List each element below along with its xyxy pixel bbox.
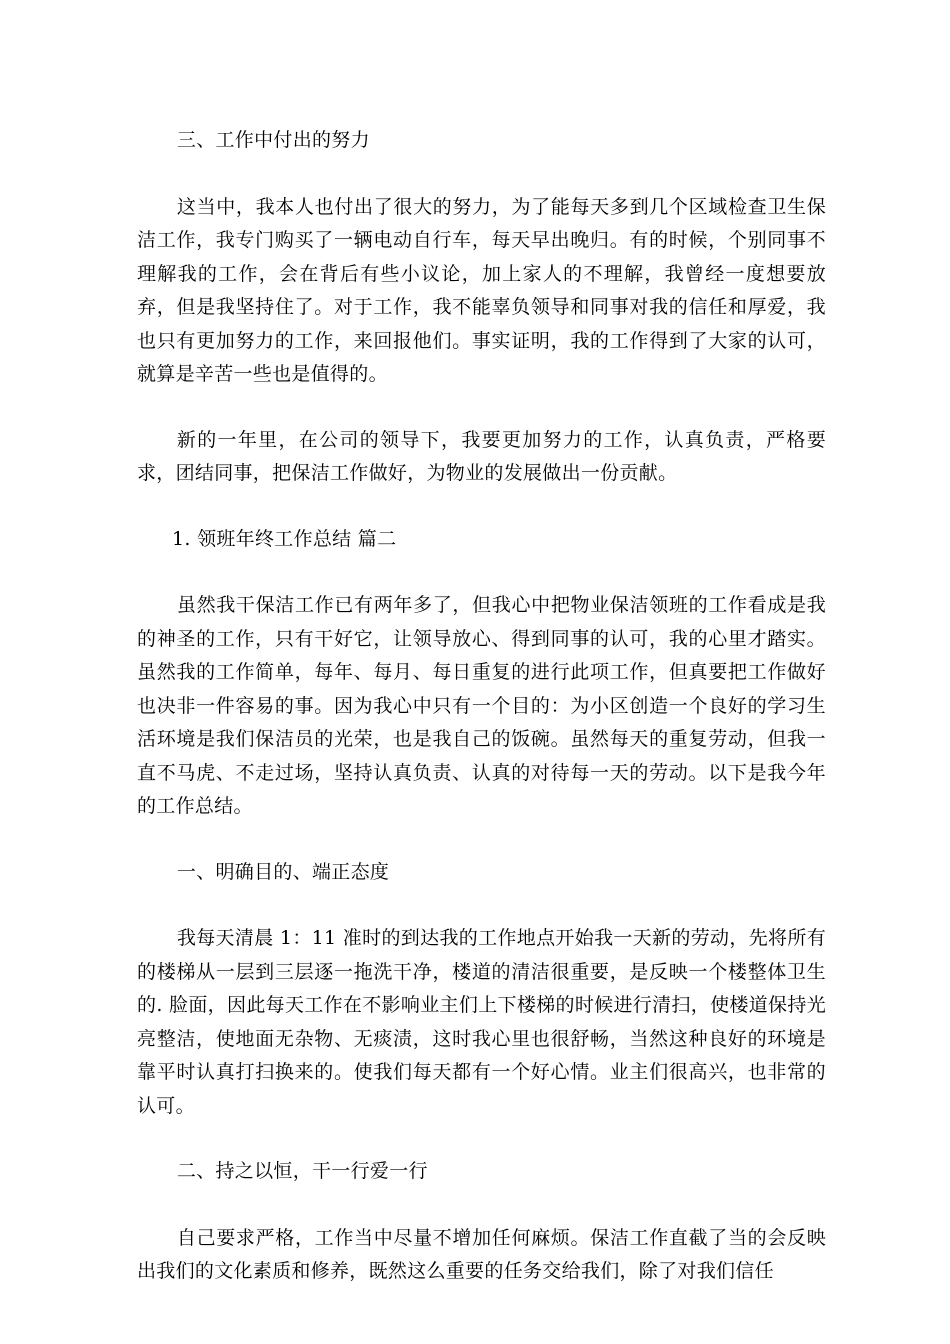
- article-two-title: 1. 领班年终工作总结 篇二: [172, 527, 397, 550]
- section-two-paragraph: 自己要求严格，工作当中尽量不增加任何麻烦。保洁工作直截了当的会反映出我们的文化素质和修养，既然这么重要的任务交给我们，除了对我们信任: [137, 1226, 826, 1282]
- section-three-paragraph-2: 新的一年里，在公司的领导下，我要更加努力的工作，认真负责，严格要求，团结同事，把保洁工作做好，为物业的发展做出一份贡献。: [137, 428, 826, 484]
- section-one-paragraph: 我每天清晨 1：11 准时的到达我的工作地点开始我一天新的劳动，先将所有的楼梯从一层到三层逐一拖洗干净，楼道的清洁很重要，是反映一个楼整体卫生的. 脸面，因此每天工作在不影响业主们上下楼梯的时候进行清扫，使楼道保持光亮整洁，使地面无杂物、无痰渍，这时我心里也很舒畅，当然这种良好的环境是靠平时认真打扫换来的。使我们每天都有一个好心情。业主们很高兴，也非常的认可。: [137, 927, 826, 1117]
- section-two-heading: 二、持之以恒，干一行爱一行: [176, 1160, 428, 1182]
- section-three-heading: 三、工作中付出的努力: [176, 129, 370, 151]
- section-one-heading: 一、明确目的、端正态度: [176, 860, 390, 883]
- section-three-paragraph-1: 这当中，我本人也付出了很大的努力，为了能每天多到几个区域检查卫生保洁工作，我专门购买了一辆电动自行车，每天早出晚归。有的时候，个别同事不理解我的工作，会在背后有些小议论，加上家人的不理解，我曾经一度想要放弃，但是我坚持住了。对于工作，我不能辜负领导和同事对我的信任和厚爱，我也只有更加努力的工作，来回报他们。事实证明，我的工作得到了大家的认可，就算是辛苦一些也是值得的。: [137, 195, 826, 385]
- intro-paragraph: 虽然我干保洁工作已有两年多了，但我心中把物业保洁领班的工作看成是我的神圣的工作，只有干好它，让领导放心、得到同事的认可，我的心里才踏实。虽然我的工作简单，每年、每月、每日重复的进行此项工作，但真要把工作做好也决非一件容易的事。因为我心中只有一个目的：为小区创造一个良好的学习生活环境是我们保洁员的光荣，也是我自己的饭碗。虽然每天的重复劳动，但我一直不马虎、不走过场，坚持认真负责、认真的对待每一天的劳动。以下是我今年的工作总结。: [137, 594, 826, 817]
- document-body: [137, 124, 826, 1289]
